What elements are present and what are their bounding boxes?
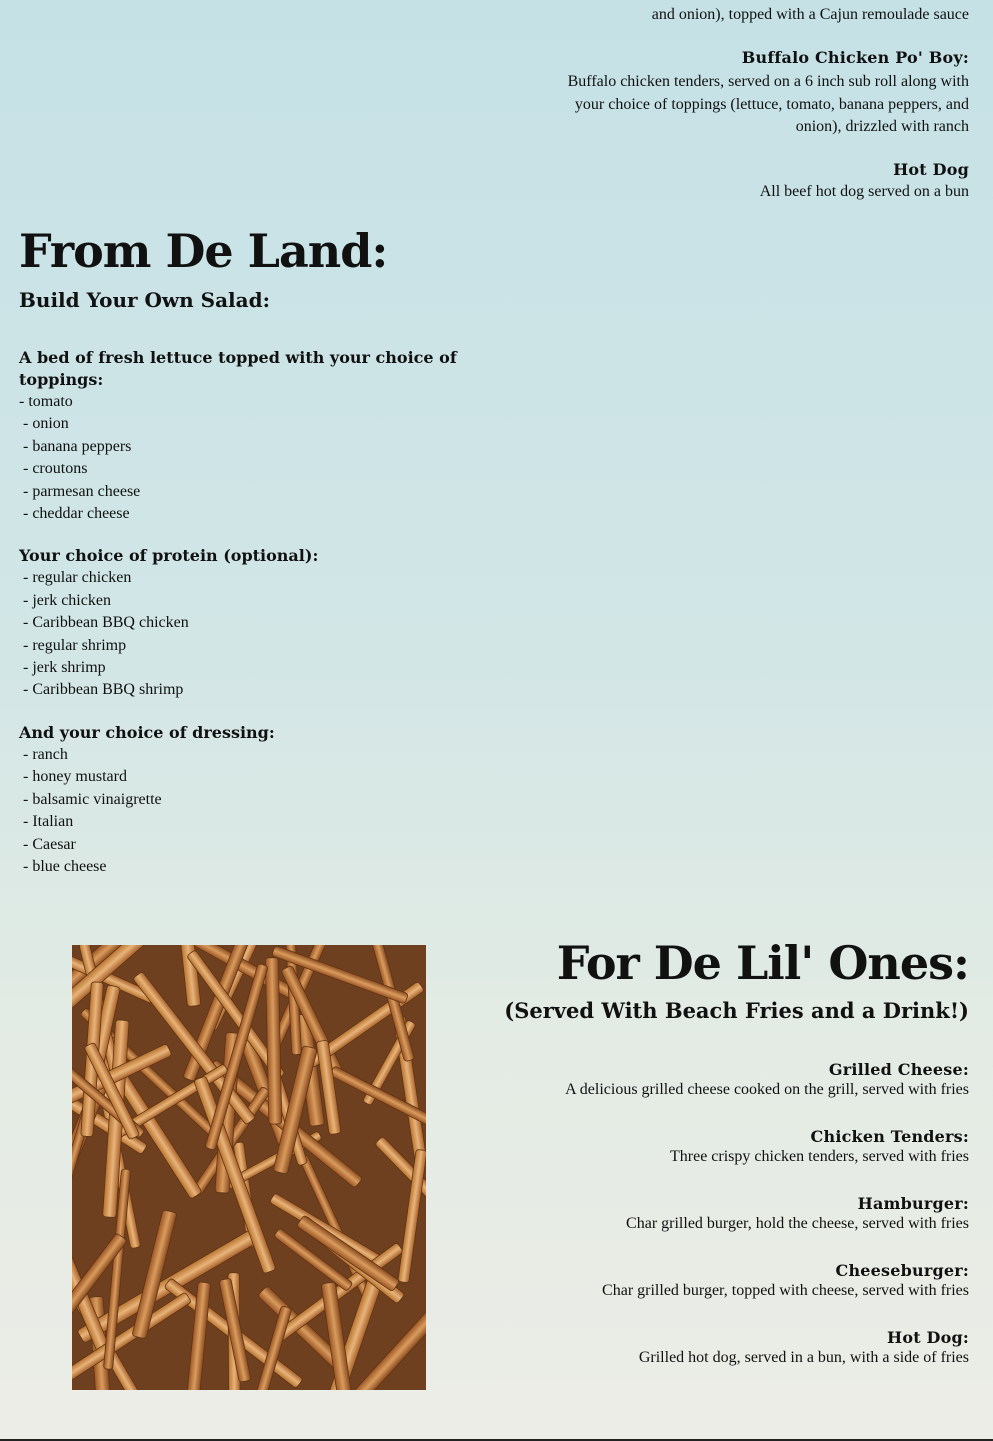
list-item: - parmesan cheese bbox=[19, 482, 141, 500]
item-title: Hot Dog bbox=[893, 160, 969, 179]
list-item: - Italian bbox=[19, 813, 74, 831]
item-title: Hamburger: bbox=[857, 1194, 969, 1213]
item-desc: All beef hot dog served on a bun bbox=[759, 183, 969, 200]
list-item: - blue cheese bbox=[19, 857, 107, 875]
list-item: - regular shrimp bbox=[19, 636, 127, 654]
item-desc: Char grilled burger, hold the cheese, served with fries bbox=[626, 1215, 969, 1232]
list-item: - ranch bbox=[19, 745, 68, 763]
salad-options bbox=[19, 347, 459, 878]
item-desc bbox=[489, 71, 969, 139]
item-title: Hot Dog: bbox=[887, 1328, 969, 1347]
menu-item-buffalo-po-boy bbox=[489, 48, 969, 139]
menu-item-hot-dog-kids bbox=[449, 1328, 969, 1370]
list-item: - tomato bbox=[19, 393, 73, 410]
menu-item-cheeseburger bbox=[449, 1261, 969, 1303]
dressing-heading: And your choice of dressing: bbox=[19, 722, 275, 742]
list-item: - regular chicken bbox=[19, 569, 132, 587]
protein-list bbox=[19, 567, 459, 701]
list-item: - jerk chicken bbox=[19, 591, 111, 609]
fries-photo bbox=[72, 945, 426, 1390]
menu-item-grilled-cheese bbox=[449, 1060, 969, 1102]
list-item: - cheddar cheese bbox=[19, 505, 130, 523]
item-title: Grilled Cheese: bbox=[828, 1060, 969, 1079]
list-item: - croutons bbox=[19, 460, 88, 478]
heading-line: A bed of fresh lettuce topped with your choice of bbox=[19, 348, 457, 367]
heading-line: toppings: bbox=[19, 370, 104, 389]
desc-line: onion), drizzled with ranch bbox=[795, 118, 969, 135]
po-boy-desc-tail: and onion), topped with a Cajun remoulade sauce bbox=[651, 6, 969, 23]
list-item: - onion bbox=[19, 415, 69, 433]
salad-subtitle: Build Your Own Salad: bbox=[19, 288, 270, 312]
menu-item-hamburger bbox=[449, 1194, 969, 1236]
lil-ones-subtitle: (Served With Beach Fries and a Drink!) bbox=[504, 998, 969, 1023]
list-item: - jerk shrimp bbox=[19, 659, 106, 677]
toppings-heading bbox=[19, 347, 459, 391]
section-title-lil-ones: For De Lil' Ones: bbox=[556, 936, 969, 990]
item-title: Chicken Tenders: bbox=[810, 1127, 969, 1146]
item-desc: A delicious grilled cheese cooked on the grill, served with fries bbox=[565, 1081, 969, 1098]
item-title: Buffalo Chicken Po' Boy: bbox=[741, 48, 969, 67]
protein-heading: Your choice of protein (optional): bbox=[19, 546, 319, 566]
list-item: - Caribbean BBQ shrimp bbox=[19, 681, 184, 699]
section-title-de-land: From De Land: bbox=[19, 224, 388, 278]
list-item: - honey mustard bbox=[19, 768, 127, 786]
list-item: - Caribbean BBQ chicken bbox=[19, 614, 189, 632]
list-item: - banana peppers bbox=[19, 437, 132, 455]
desc-line: Buffalo chicken tenders, served on a 6 inch sub roll along with bbox=[567, 73, 969, 90]
menu-item-chicken-tenders bbox=[449, 1127, 969, 1169]
item-desc: Grilled hot dog, served in a bun, with a side of fries bbox=[638, 1349, 969, 1366]
list-item: - balsamic vinaigrette bbox=[19, 790, 162, 808]
list-item: - Caesar bbox=[19, 835, 76, 853]
menu-item-hot-dog bbox=[489, 160, 969, 204]
toppings-list bbox=[19, 391, 459, 525]
dressing-list bbox=[19, 744, 459, 878]
item-title: Cheeseburger: bbox=[835, 1261, 969, 1280]
item-desc: Three crispy chicken tenders, served with fries bbox=[670, 1148, 969, 1165]
item-desc: Char grilled burger, topped with cheese, served with fries bbox=[602, 1282, 969, 1299]
fries-icon bbox=[72, 945, 426, 1390]
desc-line: your choice of toppings (lettuce, tomato, banana peppers, and bbox=[574, 95, 969, 113]
